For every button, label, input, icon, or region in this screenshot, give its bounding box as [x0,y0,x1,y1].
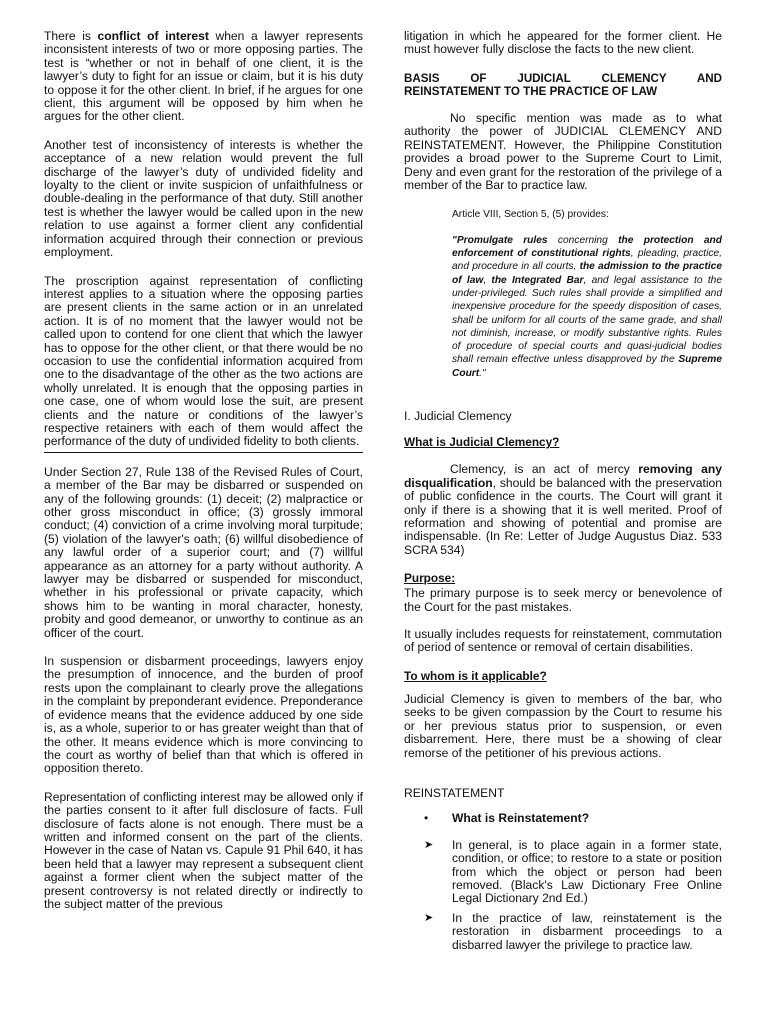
arrow-bullet-icon: ➤ [424,911,434,924]
to-whom-heading: To whom is it applicable? [404,668,547,683]
basis-paragraph: No specific mention was made as to what authority the power of JUDICIAL CLEMENCY AND REINSTATEMENT. However, the Philippine Constitution provides a broad power to the Supreme Court to Limit, Deny and even grant for the restoration of the privilege of a member of the Bar to practice law. [404,111,722,193]
bullet-dot-icon: • [424,811,429,826]
reinstatement-definition-law [424,912,722,952]
purpose-heading: Purpose: [404,571,456,586]
consent-paragraph: Representation of conflicting interest may be allowed only if the parties consent to it after full disclosure of facts. Full disclosure of facts alone is not enough. There must be a written and informed consent on the part of the clients. However in the case of Natan vs. Capule 91 Phil 640, it has been held that a lawyer may represent a subsequent client against a former client when the subject matter of the present controversy is not related directly or indirectly to the subject matter of the previous [44,789,363,911]
basis-heading [404,72,722,99]
law-definition-text: In the practice of law, reinstatement is the restoration in disbarment proceedings to a disbarred lawyer the privilege to practice law. [452,910,722,952]
judicial-clemency-title: I. Judicial Clemency [404,409,512,423]
to-whom-paragraph: Judicial Clemency is given to members of the bar, who seeks to be given compassion by the Court to resume his or her previous status prior to suspension, or even disbarrement. Here, there must be a showing of clear remorse of the petitioner of his previous actions. [404,691,722,760]
clemency-paragraph: Clemency, is an act of mercy removing any disqualification, should be balanced with the preservation of public confidence in the courts. The Court will grant it only if there is a showing that it is well merited. Proof of reformation and showing of potential and promise are indispensable. (In Re: Letter of Judge Augustus Diaz. 533 SCRA 534) [404,462,722,557]
basis-heading-line-1: BASIS OF JUDICIAL CLEMENCY AND [404,71,722,85]
reinstatement-bullet [424,812,722,825]
what-is-clemency-heading: What is Judicial Clemency? [404,435,560,450]
general-definition-text: In general, is to place again in a former state, condition, or office; to restore to a state or position from which the object or person had been removed. (Black's Law Dictionary Free Online Legal Dictionary 2nd Ed.) [452,837,722,906]
basis-heading-line-2: REINSTATEMENT TO THE PRACTICE OF LAW [404,85,658,99]
purpose-paragraph-1: The primary purpose is to seek mercy or benevolence of the Court for the past mistakes. [404,586,722,614]
purpose-paragraph-2: It usually includes requests for reinstatement, commutation of period of sentence or removal of certain disabilities. [404,627,722,655]
conflict-of-interest-term: conflict of interest [97,29,209,43]
reinstatement-title: REINSTATEMENT [404,785,505,800]
left-column [44,30,363,911]
inconsistency-test-paragraph: Another test of inconsistency of interests is whether the acceptance of a new relation would prevent the full discharge of the lawyer’s duty of undivided fidelity and loyalty to the client or invite suspicion of unfaithfulness or double-dealing in the performance of that duty. Still another test is whether the lawyer would be called upon in the new relation to use against a former client any confidential information acquired through their connection or previous employment. [44,137,363,260]
reinstatement-definition-general [424,839,722,906]
what-is-reinstatement-label: What is Reinstatement? [452,811,590,826]
section-divider [44,452,363,453]
presumption-of-innocence-paragraph: In suspension or disbarment proceedings, lawyers enjoy the presumption of innocence, and the burden of proof rests upon the complainant to clearly prove the allegations in the complaint by preponderant evidence. Preponderance of evidence means that the evidence adduced by one side is, as a whole, superior to or has greater weight than that of the other. It means evidence which is more convincing to the court as worthy of belief than that which is offered in opposition thereto. [44,654,363,776]
constitution-quote: "Promulgate rules concerning the protection and enforcement of constitutional rights, pleading, practice, and procedure in all courts, the admission to the practice of law, the Integrated Bar, and legal assistance to the under-privileged. Such rules shall provide a simplified and inexpensive procedure for the speedy disposition of cases, shall be uniform for all courts of the same grade, and shall not diminish, increase, or modify substantive rights. Rules of procedure of special courts and quasi-judicial bodies shall remain effective unless disapproved by the Supreme Court." [452,234,722,379]
arrow-bullet-icon: ➤ [424,838,434,851]
disbarment-grounds-paragraph: Under Section 27, Rule 138 of the Revised Rules of Court, a member of the Bar may be disbarred or suspended on any of the following grounds: (1) deceit; (2) malpractice or other gross misconduct in office; (3) grossly immoral conduct; (4) conviction of a crime involving moral turpitude; (5) violation of the lawyer's oath; (6) willful disobedience of any lawful order of a superior court; and (7) willful appearance as an attorney for a party without authority. A lawyer may be disbarred or suspended for misconduct, whether in his professional or private capacity, which shows him to be wanting in moral character, honesty, probity and good demeanor, or unworthy to continue as an officer of the court. [44,464,363,640]
right-column [404,30,722,958]
proscription-paragraph: The proscription against representation of conflicting interest applies to a situation where the opposing parties are present clients in the same action or in an unrelated action. It is of no moment that the lawyer would not be called upon to contend for one client that which the lawyer has to oppose for the other client, or that there would be no occasion to use the confidential information acquired from one to the disadvantage of the other as the two actions are wholly unrelated. It is enough that the opposing parties in one case, one of whom would lose the suit, are present clients and the nature or conditions of the lawyer’s respective retainers with each of them would affect the performance of the duty of undivided fidelity to both clients. [44,273,363,449]
continued-paragraph: litigation in which he appeared for the former client. He must however fully disclose the facts to the new client. [404,29,722,57]
conflict-of-interest-paragraph: There is conflict of interest when a lawyer represents inconsistent interests of two or more opposing parties. The test is “whether or not in behalf of one client, it is the lawyer’s duty to fight for an issue or claim, but it is his duty to oppose it for the other client. In brief, if he argues for one client, this argument will be opposed by him when he argues for the other client. [44,29,363,124]
article-citation: Article VIII, Section 5, (5) provides: [452,209,609,221]
